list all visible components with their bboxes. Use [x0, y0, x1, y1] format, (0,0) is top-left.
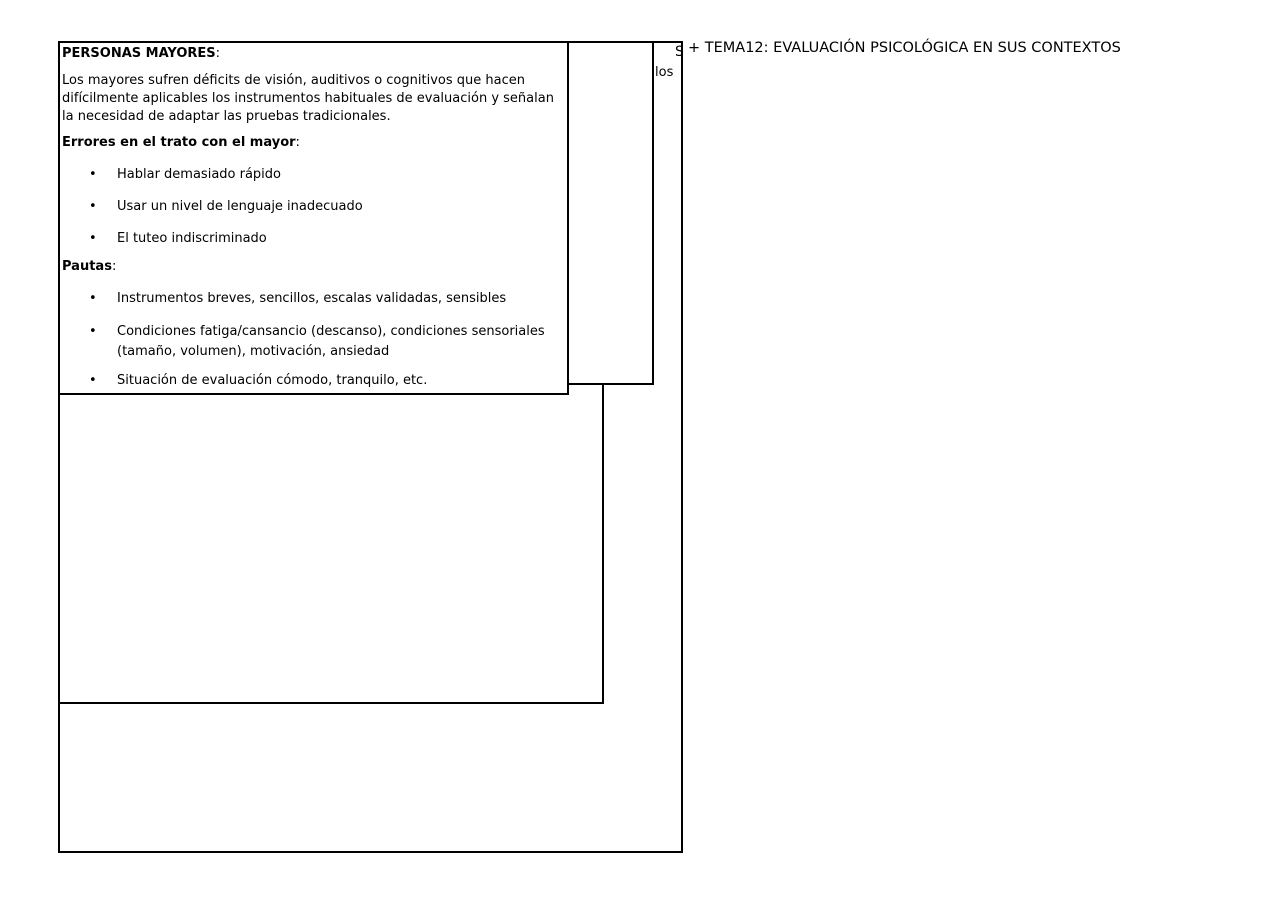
list-item-text: Condiciones fatiga/cansancio (descanso), condiciones sensoriales (tamaño, volumen), motivación, ansiedad [117, 324, 545, 359]
personas-mayores-card [58, 41, 569, 395]
list-item [62, 372, 565, 390]
errors-heading-line [62, 134, 565, 152]
card-title: PERSONAS MAYORES [62, 46, 216, 61]
errors-heading-suffix: : [295, 135, 300, 150]
guidelines-heading-suffix: : [111, 259, 117, 274]
list-item-text: Hablar demasiado rápido [117, 167, 281, 182]
list-item [62, 322, 565, 362]
bullet-icon: • [89, 167, 97, 182]
errors-list [62, 166, 565, 248]
list-item [62, 166, 565, 184]
list-item-text: El tuteo indiscriminado [117, 231, 267, 246]
card-title-suffix: : [215, 46, 221, 61]
errors-heading: Errores en el trato con el mayor [62, 135, 296, 150]
bullet-icon: • [89, 324, 97, 339]
intro-paragraph: Los mayores sufren déficits de visión, auditivos o cognitivos que hacen difícilmente aplicables los instrumentos habituales de evaluación y señalan la necesidad de adaptar las pruebas tradicionales. [62, 73, 554, 124]
page-title: + TEMA12: EVALUACIÓN PSICOLÓGICA EN SUS CONTEXTOS [688, 40, 1121, 56]
bullet-icon: • [89, 231, 97, 246]
bullet-icon: • [89, 291, 97, 306]
list-item-text: Instrumentos breves, sencillos, escalas validadas, sensibles [117, 291, 507, 306]
bullet-icon: • [89, 373, 97, 388]
list-item [62, 198, 565, 216]
guidelines-heading-line [62, 258, 565, 276]
list-item-text: Usar un nivel de lenguaje inadecuado [117, 199, 363, 214]
guidelines-heading: Pautas [62, 259, 112, 274]
partial-text-fragment: los [655, 65, 674, 80]
card-title-line [62, 45, 565, 63]
list-item-text: Situación de evaluación cómodo, tranquilo, etc. [117, 373, 428, 388]
bullet-icon: • [89, 199, 97, 214]
header-fragment-left: S [675, 44, 684, 60]
list-item [62, 290, 565, 308]
list-item [62, 230, 565, 248]
guidelines-list [62, 290, 565, 390]
